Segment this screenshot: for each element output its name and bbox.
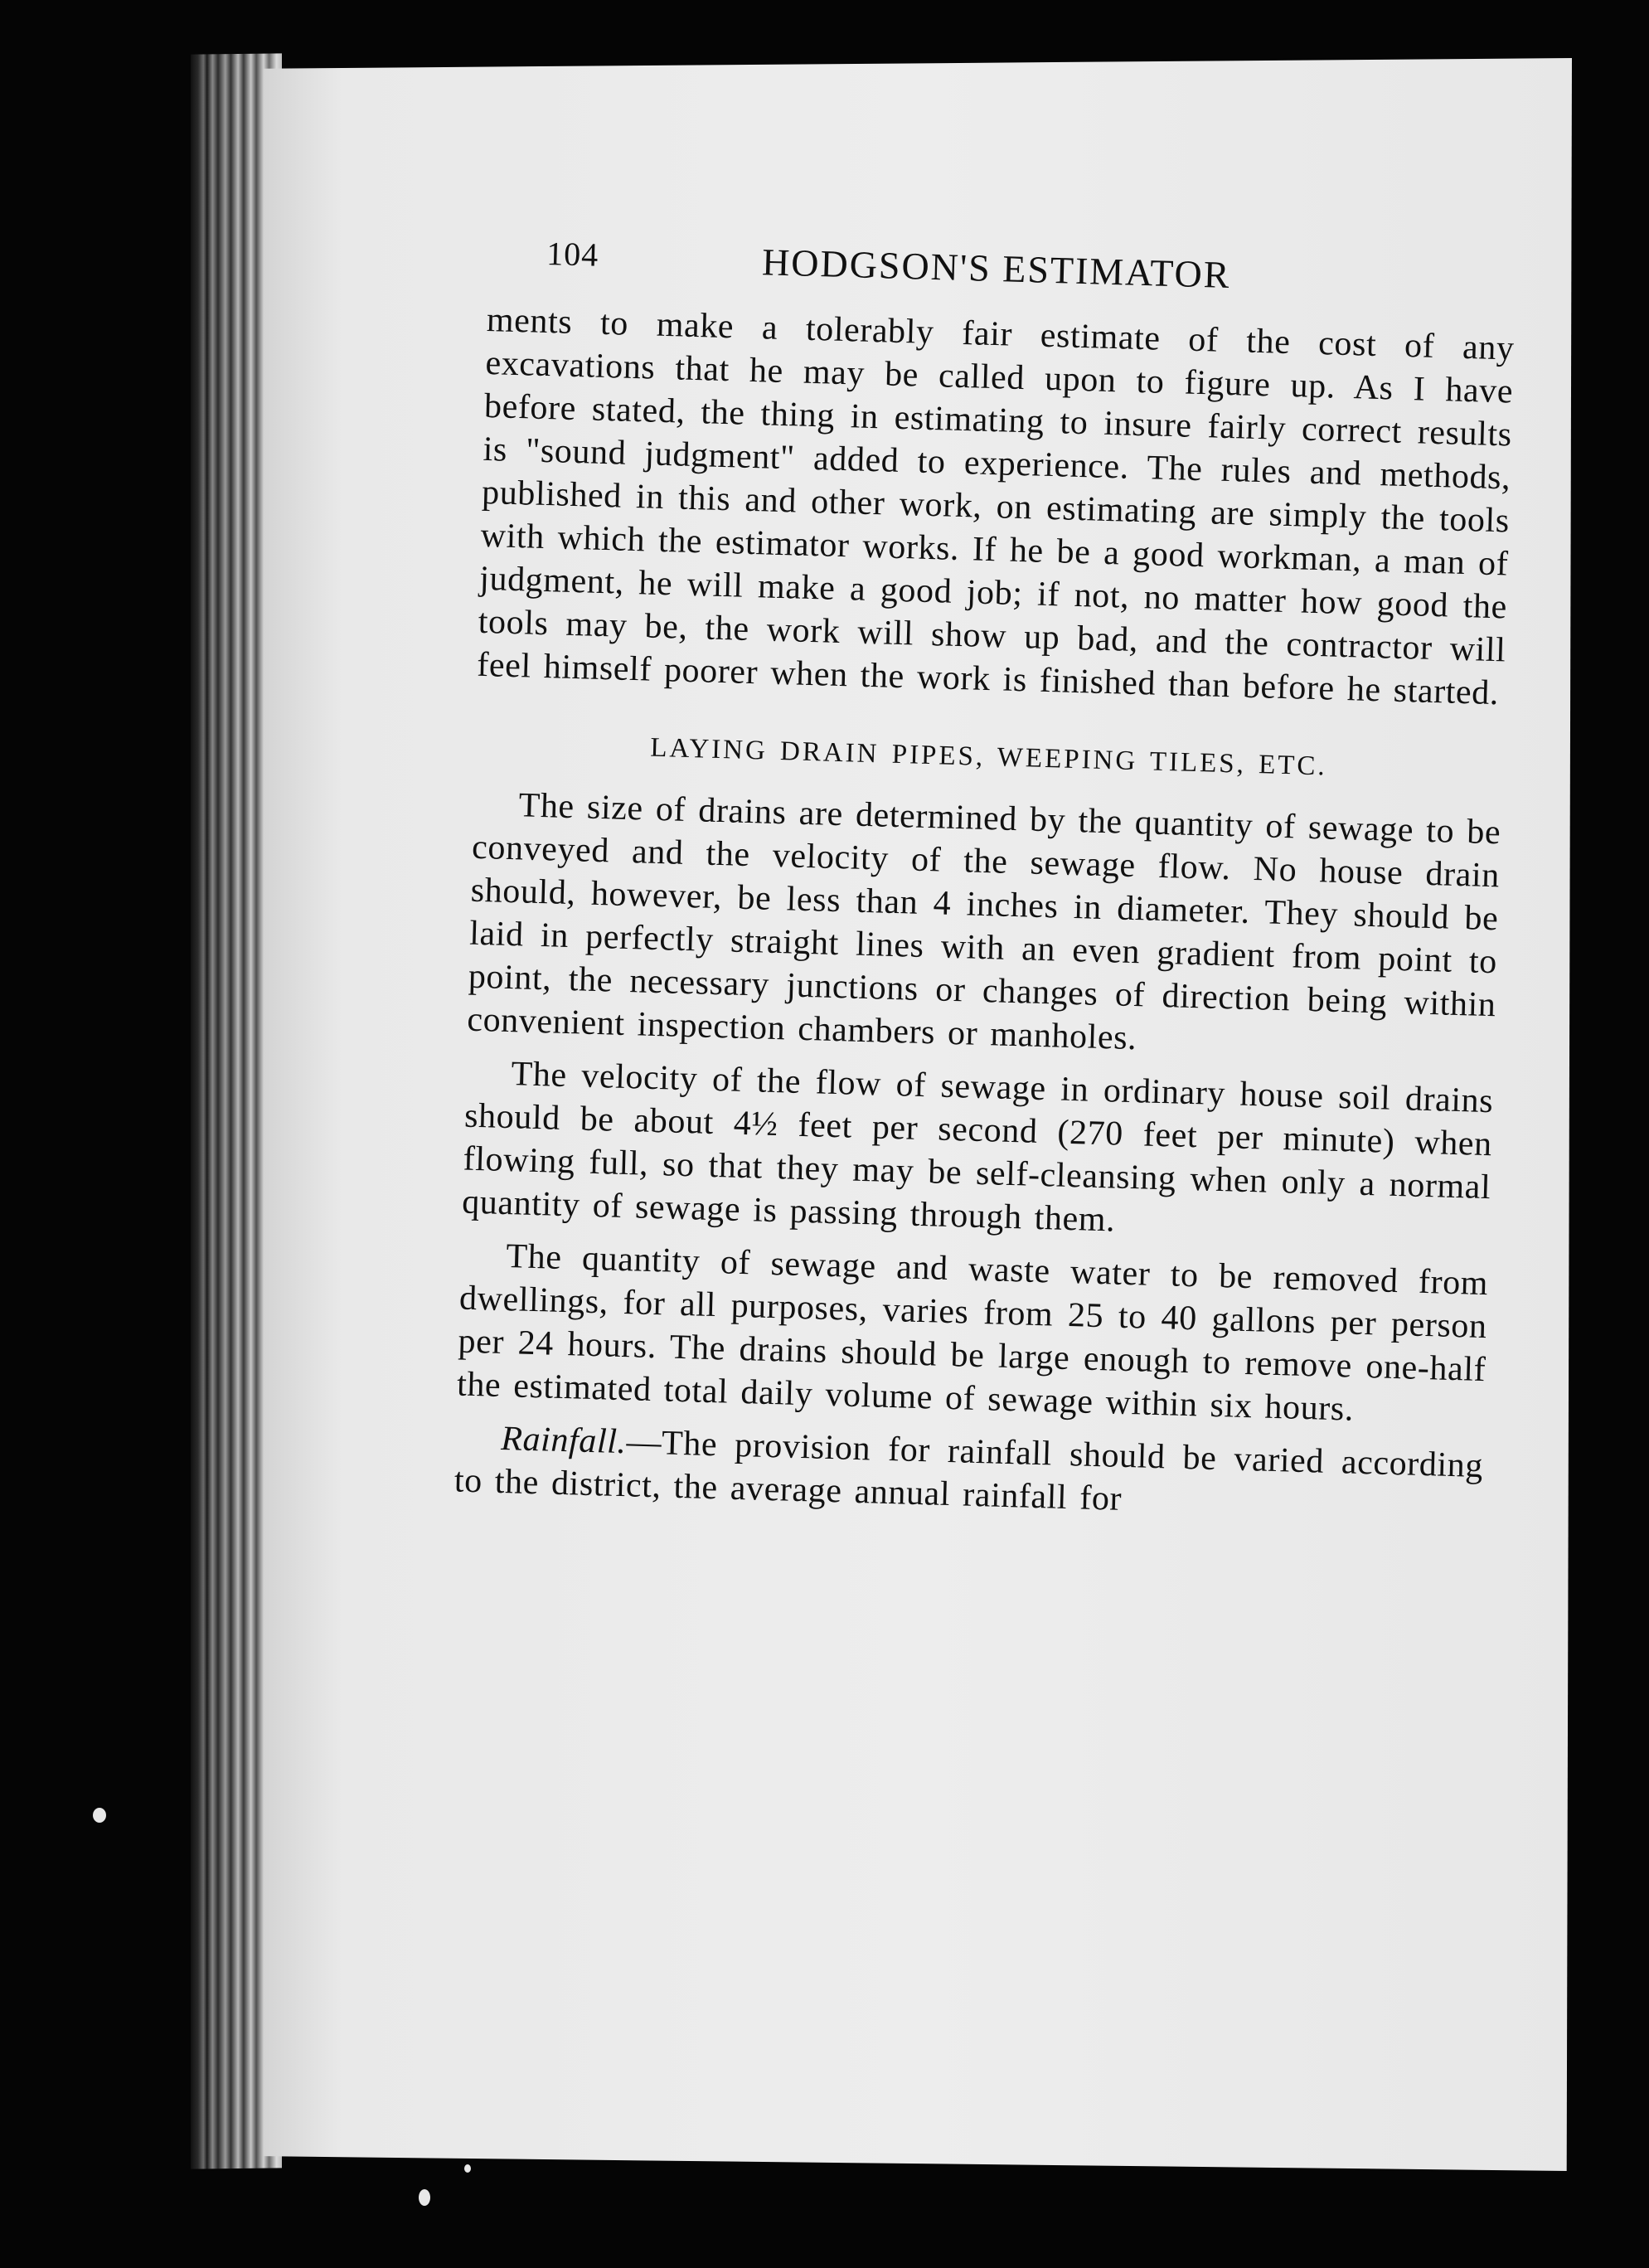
section-heading: LAYING DRAIN PIPES, WEEPING TILES, ETC. [649,732,1328,782]
paragraph-velocity: The velocity of the flow of sewage in ordinary house soil drains should be about 4½ feet per second (270 feet per minute) when flowing full, so that they may be self-cleansing when only a normal quantity of sewage is passing through them. [461,1055,1494,1240]
rainfall-lead: Rainfall. [500,1419,628,1462]
rainfall-text: —The provision for rainfall should be varied according to the district, the average annual rainfall for [453,1423,1484,1518]
running-title: HODGSON'S ESTIMATOR [761,240,1232,296]
paragraph-continued: ments to make a tolerably fair estimate of the cost of any excavations that he may be called upon to figure up. As I have before stated, the thing in estimating to insure fairly correct results is "sound judgment" added to experience. The rules and methods, published in this and other work, on estimating are simply the tools with which the estimator works. If he be a good workman, a man of judgment, he will make a good job; if not, no matter how good the tools may be, the work will show up bad, and the contractor will feel himself poorer when the work is finished than before he started. [476,300,1516,713]
paragraph-drain-size: The size of drains are determined by the quantity of sewage to be conveyed and the velocity of the sewage flow. No house drain should, however, be less than 4 inches in diameter. They should be laid in perfectly straight lines with an even gradient from point to point, the necessary junctions or changes of direction being within convenient inspection chambers or manholes. [466,786,1501,1058]
dust-speck [93,1808,106,1823]
dust-speck [464,2164,471,2173]
page-number: 104 [546,234,599,274]
page-text-block [453,232,1516,1531]
dust-speck [419,2189,430,2206]
body-text [453,299,1515,1531]
paragraph-quantity: The quantity of sewage and waste water to be removed from dwellings, for all purposes, varies from 25 to 40 gallons per person per 24 hours. The drains should be large enough to remove one-half the estimated total daily volume of sewage within six hours. [456,1237,1489,1429]
